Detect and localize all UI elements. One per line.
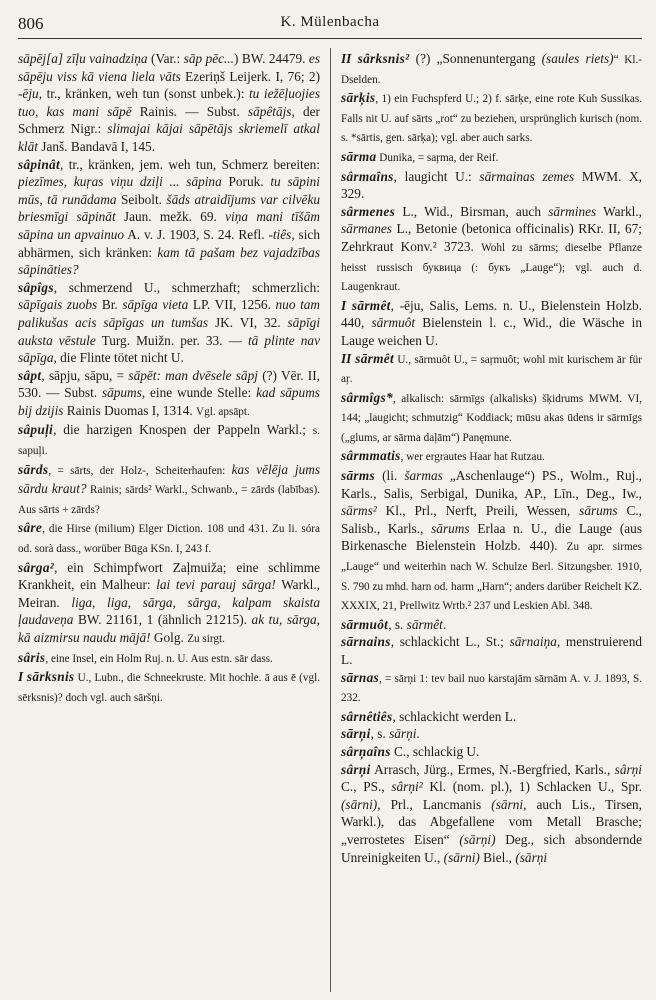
italic-text: tā plinte nav sāpīga [18,332,320,366]
italic-text: sāpīgi auksta vēstule [18,314,320,348]
entry-text: , sich abhärmen, sich kränken: [18,226,320,260]
entry-text: Rainis. — Subst. [131,103,248,119]
italic-text: (sārņi) [459,831,496,847]
entry-headword: sârmaîns [341,168,394,184]
dictionary-entry [18,156,320,279]
entry-headword: sārksnis [26,669,75,685]
italic-text: sārms² [341,503,377,519]
dictionary-entry [18,421,320,460]
entry-text: Janš. Bandavā I, 145. [37,138,156,154]
entry-text: , die harzigen Knospen der Pappeln Warkl.; [53,422,313,438]
dictionary-entry [341,297,642,350]
italic-text: sāpīgais zuobs [18,297,98,313]
small-text: Zu apr. sirmes „Lauge“ und weiterhin nach W. Schulze Berl. Sitzungsber. 1910, S. 790 zu mhd. harn od. harm „Harn“; anders darüber Reichelt KZ. XXXIX, 21, Prellwitz Wrtb.² 237 und Leskien Abl. 348. [341,541,642,613]
entry-headword: sâre [18,520,43,536]
italic-text: sârņi² [391,779,423,795]
italic-text: sārmanes [341,221,392,237]
entry-text: , sāpju, sāpu, = [41,367,129,383]
entry-headword: sārmêt [351,297,391,313]
dictionary-entry [341,50,642,89]
italic-text: sārmêt [406,616,443,632]
italic-text: (sārni) [341,796,378,812]
entry-text: LP. VII, 1256. [188,297,276,313]
dictionary-entry [341,89,642,148]
entry-text: C., PS., [341,779,392,795]
entry-headword: sârmîgs* [341,389,393,405]
entry-text: Rainis Duomas I, 1314. [63,402,197,418]
entry-text: , auch Lis., Tirsen, Warkl.), das Abgefallene vom Metall Brasche; „verrostetes Eisen“ [341,796,642,847]
entry-text: . [416,726,420,742]
entry-text: BW. 21161, 1 (ähnlich 21215). [73,612,252,628]
entry-text: MWM. X, 329. [341,168,642,202]
entry-headword: sârņaîns [341,743,391,759]
entry-text: , Prl., Lancmanis [377,796,492,812]
entry-text: , schmerzend U., schmerzhaft; schmerzlich: [53,279,320,295]
running-title: K. Mülenbacha [280,14,380,30]
small-text: s. sapuļi. [18,425,320,458]
italic-text: sāpēt: man dvēsele sāpj [128,367,258,383]
small-text: Vgl. apsāpt. [196,405,250,418]
entry-text: , tr., kränken, jem. weh tun, Schmerz bereiten: [60,156,320,172]
italic-text: piezīmes, kuŗas viņu dziļi ... sāpina [18,174,222,190]
dictionary-entry [18,668,320,707]
entry-text: (Var.: [147,51,184,66]
entry-headword: sārņi [341,726,371,742]
homonym-number: II [341,51,358,66]
entry-text: A. v. J. 1903, S. 24. Refl. [124,226,269,242]
entry-text: JK. VI, 32. [208,314,288,330]
entry-headword: sārmuôt [341,616,389,632]
entry-text: , s. [370,726,390,742]
entry-text: Biel., [479,849,516,865]
entry-text: „Aschenlauge“) PS., Wolm., Ruj., Karls., Salis, Serbigal, Dunika, AP., Līn., Deg., Iw., [341,468,642,501]
entry-headword: sārmêt [355,350,394,366]
entry-text: , schlackicht L., St.; [390,634,510,650]
italic-text: sârņi [614,761,642,777]
dictionary-entry [341,761,642,867]
small-text: U., Lubn., die Schneekruste. Mit hochle. ā aus ē (vgl. sērksnis)? doch vgl. auch sāršņi. [18,672,320,704]
entry-headword: sārma [341,148,377,164]
entry-text: Poruk. [221,174,271,190]
italic-text: (sārņi [515,849,548,865]
entry-text: Kl., Prl., Nerft, Preili, Wessen, [376,503,580,519]
small-text: U., sārmuôt U., = saŗmuôt; wohl mit kurischem ār für aŗ. [341,353,642,386]
entry-headword: sârksnis² [357,51,410,66]
dictionary-entry [18,649,320,669]
italic-text: šāds atraidījums var cilvēku briesmīgi sāpināt [18,191,320,225]
italic-text: sārnaiņa [509,634,557,650]
entry-headword: sārnas [341,669,380,685]
entry-text: , laugicht U.: [393,168,480,184]
entry-text: , ein Schimpfwort Zaļmuiža; eine schlimme Krankheit, ein Malheur: [18,559,320,593]
entry-text: L., Wid., Birsman, auch [395,203,549,219]
entry-headword: sâpt [18,367,42,383]
entry-text: , die Flinte tötet nicht U. [53,350,184,366]
italic-text: sārmainas zemes [479,168,575,184]
italic-text: es sāpēju viss kā viena liela vāts [18,51,320,84]
small-text: , = sārts, der Holz-, Scheiterhaufen: [48,464,232,477]
entry-text: Seibolt. [116,191,167,207]
italic-text: tu sāpini mūs, tā runādama [18,174,320,207]
italic-text: -tiês [268,226,292,242]
italic-text: sārņi [389,726,417,742]
dictionary-entry [341,743,642,761]
dictionary-entry [341,148,642,168]
entry-text: , der Schmerz Nigr.: [18,103,320,137]
dictionary-entry [341,633,642,668]
entry-text: , s. [388,616,407,632]
italic-text: sārmuôt [371,315,416,331]
entry-text: Br. [97,297,123,313]
dictionary-entry [18,461,320,520]
entry-text: Jaun. mežk. 69. [115,209,226,225]
italic-text: tu iežēļuojies tuo, kas mani sāpē [18,86,320,119]
entry-text: , eine wunde Stelle: [141,385,257,401]
entry-text: Arrasch, Jürg., Ermes, N.-Bergfried, Karls., [370,761,615,777]
entry-text: Ezeriņš Leijerk. I, 76; 2) [180,68,320,84]
italic-text: viņa mani tīšām sāpina un apvainuo [18,209,320,242]
left-column [18,50,320,992]
dictionary-entry [341,725,642,743]
italic-text: sāpums [101,385,142,401]
entry-headword: sâpinât [18,156,61,172]
entry-text: Warkl., [596,203,642,219]
entry-text: Warkl., Meiran. [18,577,320,610]
homonym-number: I [18,669,27,685]
entry-text: C., schlackig U. [390,743,480,759]
italic-text: lai tevi parauj sārga! [156,577,276,593]
italic-text: (sārni) [443,849,480,865]
italic-text: (sārni [491,796,524,812]
small-text: “ Kl.-Dselden. [341,54,642,86]
dictionary-entry [341,168,642,203]
dictionary-entry [18,519,320,558]
column-divider [330,48,331,992]
small-text: Zu sirgt. [187,633,225,645]
small-text: , die Hirse (milium) Elger Diction. 108 und 431. Zu li. sóra od. sorà dass., worüber Būga KSn. I, 243 f. [18,523,320,556]
entry-text: Golg. [150,630,188,645]
italic-text: sāpīga vieta [122,297,189,313]
entry-headword: sâpîgs [18,279,54,295]
dictionary-entry [341,203,642,297]
entry-text: , tr., kränken, weh tun (sonst unbek.): [38,86,249,102]
entry-text: (li. [375,468,405,484]
italic-text: nuo tam palikušas acis sāpīgas un tumšas [18,297,320,330]
small-text: , wer ergrautes Haar hat Rutzau. [400,451,545,464]
dictionary-entry [341,708,642,726]
entry-text: . [442,616,447,632]
entry-headword: sârmenes [341,203,396,219]
entry-headword: sārnains [341,634,391,650]
entry-text: (?) „Sonnenuntergang [409,51,542,66]
dictionary-entry [18,367,320,422]
italic-text: sārmines [548,203,597,219]
dictionary-entry [341,669,642,708]
dictionary-entry [341,447,642,467]
homonym-number: II [341,350,356,366]
italic-text: sāpêtājs [247,103,292,119]
entry-text: , -ēju, Salis, Lems. n. U., Bielenstein Holzb. 440, [341,297,642,331]
small-text: Dunika, = saŗma, der Reif. [376,151,499,164]
entry-text: Kl. (nom. pl.), 1) Schlacken U., Spr. [422,779,642,795]
small-text: , eine Insel, ein Holm Ruj. n. U. Aus estn. sār dass. [45,652,273,665]
entry-text: Deg., sich absondernde Unreinigkeiten U., [341,831,642,865]
small-text: , = sārņi 1: tev bail nuo karstajām sārnām A. v. J. 1893, S. 232. [341,672,642,705]
entry-headword: sârga² [18,559,55,575]
dictionary-entry [341,467,642,616]
dictionary-entry [18,559,320,649]
italic-text: (saules riets) [541,51,614,66]
entry-text: , menstruierend L. [341,634,642,667]
italic-text: šarmas [404,468,443,484]
dictionary-entry [341,616,642,634]
dictionary-entry [18,279,320,367]
italic-text: kam tā pašam bez vajadzības sāpināties? [18,244,320,278]
page-number: 806 [18,14,44,33]
entry-headword: sârnêtiês [341,708,393,724]
small-text: , 1) ein Fuchspferd U.; 2) f. sārķe, eine rote Kuh Sussikas. Falls nit U. auf sārts „rot“ zu beziehen, ursprünglich kurisch (nom. s. *sārtis, gen. sārķa); vgl. aber auch sarks. [341,93,642,145]
italic-text: kas vēlēja jums sārdu kraut? [18,461,320,497]
small-text: Wohl zu sārms; dieselbe Pflanze heisst russisch буквица (: букъ „Lauge“); vgl. auch d. Laugenkraut. [341,241,642,294]
entry-headword: sārds [18,461,49,477]
small-text: , alkalisch: sārmīgs (alkalisks) šķidrums MWM. VI, 144; „laugicht; schmutzig“ Koddiack; mūsu akas ūdens ir sārmīgs („glums, ar sārma daļām“) Panęmune. [341,392,642,444]
italic-text: ak tu, sārga, kā aizmirsu naudu mājā! [18,612,320,645]
small-text: Rainis; sārds² Warkl., Schwanb., = zārds (labības). Aus sārts + zārds? [18,484,320,516]
entry-text: C., Salisb., Karls., [341,503,642,536]
entry-text: , schlackicht werden L. [392,708,517,724]
dictionary-entry [18,50,320,156]
italic-text: liga, liga, sārga, sārga, kalpam skaista ļaudaveņa [18,594,320,628]
italic-text: sārums [579,503,618,519]
italic-text: sāpēj[a] zīļu vainadziņa [18,51,148,66]
italic-text: sārums [431,520,470,536]
right-column [341,50,642,992]
entry-text: Bielenstein l. c., Wid., die Wäsche in Lauge weichen U. [341,315,642,348]
dictionary-entry [341,389,642,448]
dictionary-entry [341,350,642,389]
italic-text: sāp pēc... [183,51,235,66]
italic-text: -ēju [18,86,39,102]
entry-text: L., Betonie (betonica officinalis) RKr. II, 67; Zehrkraut Konv.² 3723. [341,221,642,254]
homonym-number: I [341,297,352,313]
entry-text: ) BW. 24479. [234,51,309,66]
entry-text: Turg. Muižn. per. 33. — [95,332,248,348]
entry-headword: sârņi [341,761,371,777]
italic-text: kad sāpums bij dzijis [18,385,320,418]
entry-headword: sâris [18,649,46,665]
entry-text: (?) Vēr. II, 530. — Subst. [18,367,320,401]
entry-headword: sārms [341,468,376,484]
page-header [18,12,642,39]
entry-headword: sâpuļi [18,422,54,438]
entry-text: Erlaa n. U., die Lauge (aus Birkenasche Bielenstein Holzb. 440). [341,520,642,554]
italic-text: slimajai kājai sāpētājs skriemelī atkal klāt [18,121,320,154]
entry-headword: sārķis [341,90,376,106]
entry-headword: sârmmatis [341,448,401,464]
